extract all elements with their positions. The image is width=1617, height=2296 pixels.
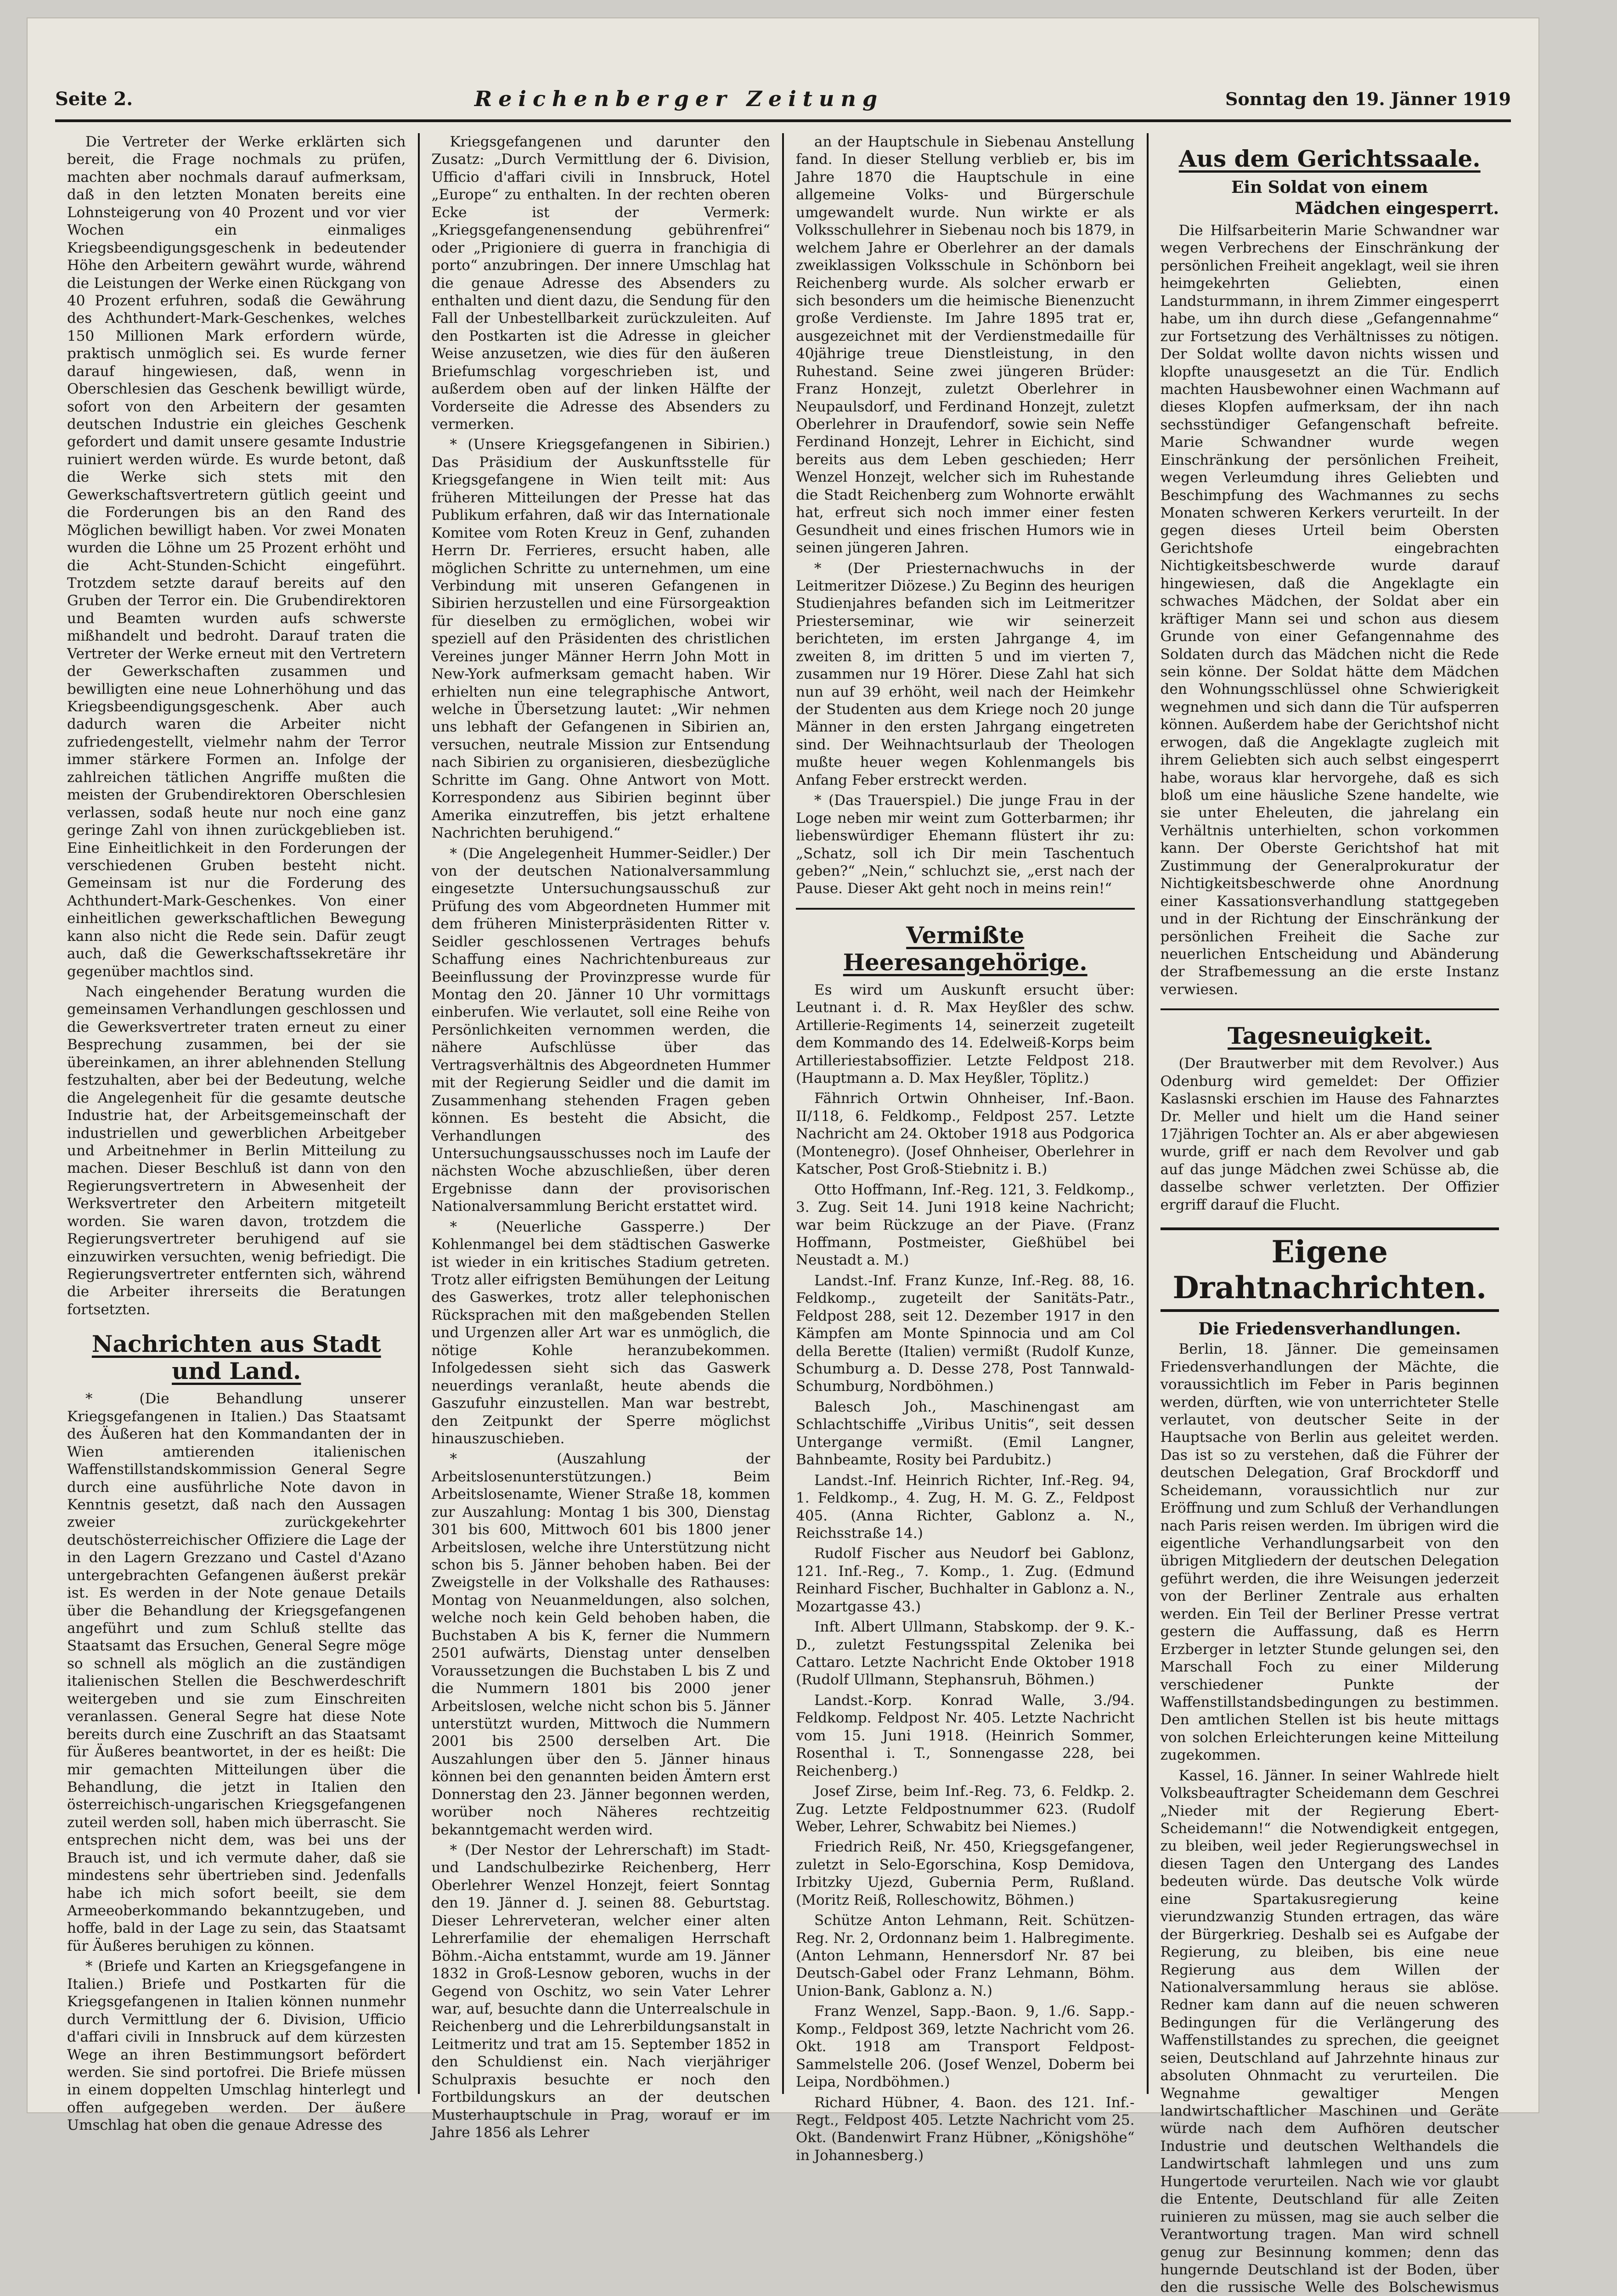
- column-4: [1149, 133, 1511, 2296]
- article-subheading: Ein Soldat von einem: [1231, 178, 1428, 197]
- article-paragraph: Nach eingehender Beratung wurden die gemeinsamen Verhandlungen geschlossen und die Gewerksvertreter traten erneut zu einer Besprechung zusammen, bei der sie übereinkamen, an ihrer ablehnenden Stellung festzuhalten, aber bei der Bedeutung, welche die Angelegenheit für die gesamte deutsche Industrie hat, der Arbeitsgemeinschaft der industriellen und gewerblichen Arbeitgeber und Arbeitnehmer in Berlin Mitteilung zu machen. Dieser Beschluß ist dann von den Regierungsvertretern in Abwesenheit der Werksvertreter den Arbeitern mitgeteilt worden. Sie waren davon, trotzdem die Regierungsvertreter beruhigend auf sie einzuwirken versuchten, wenig befriedigt. Die Regierungsvertreter entfernten sich, während die Arbeiter ihrerseits die Beratungen fortsetzten.: [67, 984, 406, 1318]
- article-paragraph: * (Die Angelegenheit Hummer-Seidler.) Der von der deutschen Nationalversammlung eingesetzte Untersuchungsausschuß zur Prüfung des vom Abgeordneten Hummer mit dem früheren Ministerpräsidenten Ritter v. Seidler geschlossenen Vertrages behufs Schaffung eines Nachrichtenbureaus zur Beeinflussung der Provinzpresse wurde für Montag den 20. Jänner 10 Uhr vormittags einberufen. Wie verlautet, soll eine Reihe von Persönlichkeiten vernommen werden, die nähere Aufschlüsse über das Vertragsverhältnis des Abgeordneten Hummer mit der Regierung Seidler und die damit im Zusammenhang stehenden Fragen geben können. Es besteht die Absicht, die Verhandlungen des Untersuchungsausschusses noch im Laufe der nächsten Woche abzuschließen, über deren Ergebnisse dann der provisorischen Nationalversammlung Bericht erstattet wird.: [431, 845, 770, 1215]
- article-paragraph: * (Der Nestor der Lehrerschaft) im Stadt- und Landschulbezirke Reichenberg, Herr Oberlehrer Wenzel Honzejt, feiert Sonntag den 19. Jänner d. J. seinen 88. Geburtstag. Dieser Lehrerveteran, welcher einer alten Lehrerfamilie der ehemaligen Herrschaft Böhm.-Aicha entstammt, wurde am 19. Jänner 1832 in Groß-Lesnow geboren, wuchs in der Gegend von Oschitz, wo sein Vater Lehrer war, auf, besuchte dann die Unterrealschule in Reichenberg und die Lehrerbildungsanstalt in Leitmeritz und trat am 15. September 1852 in den Schuldienst ein. Nach vierjähriger Schulpraxis besuchte er noch den Fortbildungskurs an der deutschen Musterhauptschule in Prag, worauf er im Jahre 1856 als Lehrer: [431, 1842, 770, 2141]
- newspaper-title: Reichenberger Zeitung: [474, 86, 884, 111]
- article-paragraph: Die Hilfsarbeiterin Marie Schwandner war wegen Verbrechens der Einschränkung der persönlichen Freiheit angeklagt, weil sie ihren heimgekehrten Geliebten, einen Landsturmmann, in ihrem Zimmer eingesperrt habe, um ihn durch diese „Gefangennahme“ zur Fortsetzung des Verhältnisses zu nötigen. Der Soldat wollte davon nichts wissen und klopfte unausgesetzt an die Tür. Endlich machten Hausbewohner einen Wachmann auf dieses Klopfen aufmerksam, der ihn nach sechsstündiger Gefangenschaft befreite. Marie Schwandner wurde wegen Einschränkung der persönlichen Freiheit, wegen Verleumdung ihres Geliebten und Beschimpfung des Wachmannes zu sechs Monaten schweren Kerkers verurteilt. In der gegen dieses Urteil beim Obersten Gerichtshofe eingebrachten Nichtigkeitsbeschwerde wurde darauf hingewiesen, daß die Angeklagte ein schwaches Mädchen, der Soldat aber ein kräftiger Mann sei und schon aus diesem Grunde von einer Gefangennahme des Soldaten durch das Mädchen nicht die Rede sein könne. Der Soldat hätte dem Mädchen den Wohnungsschlüssel ohne Schwierigkeit wegnehmen und sich dann die Tür aufsperren können. Außerdem habe der Gerichtshof nicht erwogen, daß die Angeklagte zugleich mit ihrem Geliebten sich auch selbst eingesperrt habe, woraus klar hervorgehe, daß es sich bloß um eine häusliche Szene handelte, wie sie unter Eheleuten, die jahrelang ein Verhältnis unterhielten, schon vorkommen kann. Der Oberste Gerichtshof hat mit Zustimmung der Generalprokuratur der Nichtigkeitsbeschwerde ohne Anordnung einer Kassationsverhandlung stattgegeben und in der Richtung der Einschränkung der persönlichen Freiheit die Sache zur neuerlichen Entscheidung und Abänderung der Strafbemessung an die erste Instanz verwiesen.: [1160, 222, 1499, 998]
- article-paragraph: * (Unsere Kriegsgefangenen in Sibirien.) Das Präsidium der Auskunftsstelle für Kriegsgefangene in Wien teilt mit: Aus früheren Mitteilungen der Presse hat das Publikum erfahren, daß wir das Internationale Komitee vom Roten Kreuz in Genf, zuhanden Herrn Dr. Ferrieres, ersucht haben, alle möglichen Schritte zu unternehmen, um eine Verbindung mit unseren Gefangenen in Sibirien herzustellen und eine Fürsorgeaktion für dieselben zu ermöglichen, wobei wir speziell auf den Präsidenten des christlichen Vereines junger Männer Herrn John Mott in New-York aufmerksam gemacht haben. Wir erhielten nun eine telegraphische Antwort, welche in Übersetzung lautet: „Wir nehmen uns lebhaft der Gefangenen in Sibirien an, versuchen, neutrale Mission zur Entsendung nach Sibirien zu organisieren, diesbezügliche Schritte im Gang. Ohne Antwort von Mott. Korrespondenz aus Sibirien beginnt über Amerika einzutreffen, bis jetzt erhaltene Nachrichten beruhigend.“: [431, 436, 770, 842]
- column-1: [55, 133, 420, 2134]
- article-paragraph: Die Vertreter der Werke erklärten sich bereit, die Frage nochmals zu prüfen, machten aber nochmals darauf aufmerksam, daß in den letzten Monaten bereits eine Lohnsteigerung von 40 Prozent und vor vier Wochen ein einmaliges Kriegsbeendigungsgeschenk in bedeutender Höhe den Arbeitern gewährt wurde, während die Leistungen der Werke einen Rückgang von 40 Prozent erfuhren, sodaß die Gewährung des Achthundert-Mark-Geschenkes, welches 150 Millionen Mark erfordern würde, praktisch unmöglich sei. Es wurde ferner darauf hingewiesen, daß, wenn in Oberschlesien das Geschenk bewilligt würde, sofort von den Arbeitern der gesamten deutschen Industrie ein gleiches Geschenk gefordert und damit unsere gesamte Industrie ruiniert werden würde. Es wurde betont, daß die Werke sich stets mit den Gewerkschaftsvertretern gütlich geeint und die Forderungen bis an den Rand des Möglichen bewilligt haben. Vor zwei Monaten wurden die Löhne um 25 Prozent erhöht und die Acht-Stunden-Schicht eingeführt. Trotzdem setzte darauf bereits auf den Gruben der Terror ein. Die Grubendirektoren und Beamten wurden aufs schwerste mißhandelt und bedroht. Darauf traten die Vertreter der Werke erneut mit den Vertretern der Gewerkschaften zusammen und bewilligten eine neue Lohnerhöhung und das Kriegsbeendigungsgeschenk. Aber auch dadurch waren die Arbeiter nicht zufriedengestellt, vielmehr nahm der Terror immer stärkere Formen an. Infolge der zahlreichen tätlichen Angriffe mußten die meisten der Grubendirektoren Oberschlesien verlassen, sodaß heute nur noch eine ganz geringe Zahl von ihnen zurückgeblieben ist. Eine Einheitlichkeit in den Forderungen der verschiedenen Gruben besteht nicht. Gemeinsam ist nur die Forderung des Achthundert-Mark-Geschenkes. Von einer einheitlichen gewerkschaftlichen Bewegung kann also nicht die Rede sein. Dafür zeugt auch, daß die Gewerkschaftssekretäre ihr gegenüber machtlos sind.: [67, 134, 406, 980]
- article-paragraph: Berlin, 18. Jänner. Die gemeinsamen Friedensverhandlungen der Mächte, die voraussichtlich im Feber in Paris beginnen werden, dürften, wie von unterrichteter Stelle verlautet, von deutscher Seite in der Hauptsache von Berlin aus geleitet werden. Das ist so zu verstehen, daß die Führer der deutschen Delegation, Graf Brockdorff und Scheidemann, voraussichtlich nur zur Eröffnung und zum Schluß der Verhandlungen nach Paris reisen werden. Im übrigen wird die eigentliche Verhandlungsarbeit von den übrigen Mitgliedern der deutschen Delegation geführt werden, die ihre Weisungen jederzeit von der Berliner Zentrale aus erhalten werden. Ein Teil der Berliner Presse vertrat gestern die Auffassung, daß es Herrn Erzberger in letzter Stunde gelungen sei, den Marschall Foch zu einer Milderung verschiedener Punkte der Waffenstillstandsbedingungen zu bestimmen. Den amtlichen Stellen ist bis heute mittags von solchen Erleichterungen keine Mitteilung zugekommen.: [1160, 1341, 1499, 1764]
- missing-person-entry: Otto Hoffmann, Inf.-Reg. 121, 3. Feldkomp., 3. Zug. Seit 14. Juni 1918 keine Nachricht; war beim Rückzuge an der Piave. (Franz Hoffmann, Postmeister, Gießhübel bei Neustadt a. M.): [796, 1181, 1135, 1269]
- article-paragraph: * (Briefe und Karten an Kriegsgefangene in Italien.) Briefe und Postkarten für die Kriegsgefangenen in Italien können nunmehr durch Vermittlung der 6. Division, Ufficio d'affari civili in Innsbruck auf dem kürzesten Wege an ihren Bestimmungsort befördert werden. Sie sind portofrei. Die Briefe müssen in einem doppelten Umschlag hinterlegt und offen aufgegeben werden. Der äußere Umschlag hat oben die genaue Adresse des: [67, 1958, 406, 2134]
- article-paragraph: * (Die Behandlung unserer Kriegsgefangenen in Italien.) Das Staatsamt des Äußeren hat den Kommandanten der in Wien amtierenden italienischen Waffenstillstandskommission General Segre durch eine ausführliche Note davon in Kenntnis gesetzt, daß nach den Aussagen zweier zurückgekehrter deutschösterreichischer Offiziere die Lage der in den Lagern Grezzano und Castel d'Azano untergebrachten Gefangenen äußerst prekär ist. Es werden in der Note genaue Details über die Behandlung der Kriegsgefangenen angeführt und zum Schluß stellte das Staatsamt das Ersuchen, General Segre möge so schnell als möglich an die zuständigen italienischen Stellen die Beschwerdeschrift weitergeben und sie zum Einschreiten veranlassen. General Segre hat diese Note bereits durch eine Zuschrift an das Staatsamt für Äußeres beantwortet, in der es heißt: Die mir gemachten Mitteilungen über die Behandlung, die jetzt in Italien den österreichisch-ungarischen Kriegsgefangenen zuteil werden soll, haben mich überrascht. Sie entsprechen nicht dem, was bei uns der Brauch ist, und ich vermute daher, daß sie mindestens sehr übertrieben sind. Jedenfalls habe ich mich sofort beeilt, sie dem Armeeoberkommando bekanntzugeben, und hoffe, bald in der Lage zu sein, das Staatsamt für Äußeres beruhigen zu können.: [67, 1390, 406, 1954]
- article-paragraph: * (Der Priesternachwuchs in der Leitmeritzer Diözese.) Zu Beginn des heurigen Studienjahres befanden sich im Leitmeritzer Priesterseminar, wie wir seinerzeit berichteten, im ersten Jahrgange 4, im zweiten 8, im dritten 5 und im vierten 7, zusammen nur 19 Hörer. Diese Zahl hat sich nun auf 39 erhöht, weil nach der Heimkehr der Studenten aus dem Kriege noch 20 junge Männer in den ersten Jahrgang eingetreten sind. Der Weihnachtsurlaub der Theologen mußte heuer wegen Kohlenmangels bis Anfang Feber erstreckt werden.: [796, 560, 1135, 788]
- page-number: Seite 2.: [55, 88, 133, 110]
- section-heading: Vermißte Heeresangehörige.: [843, 921, 1087, 976]
- article-paragraph: Kassel, 16. Jänner. In seiner Wahlrede hielt Volksbeauftragter Scheidemann dem Geschrei „Nieder mit der Regierung Ebert-Scheidemann!“ die Notwendigkeit entgegen, zu bleiben, weil jeder Regierungswechsel in diesen Tagen den Untergang des Landes bedeuten würde. Das deutsche Volk würde eine Spartakusregierung keine vierundzwanzig Stunden ertragen, das wäre der Bürgerkrieg. Deshalb sei es Aufgabe der Regierung, zu bleiben, bis eine neue Regierung aus dem Willen der Nationalversammlung heraus sie ablöse. Redner kam dann auf die neuen schweren Bedingungen für die Verlängerung des Waffenstillstandes zu sprechen, die geeignet seien, Deutschland auf Jahrzehnte hinaus zur absoluten Ohnmacht zu verurteilen. Die Wegnahme gewaltiger Mengen landwirtschaftlicher Maschinen und Geräte würde nach dem Aufhören deutscher Industrie und deutschen Welthandels die Landwirtschaft lahmlegen und uns zum Hungertode verurteilen. Nach wie vor glaubt die Entente, Deutschland für alle Zeiten ruinieren zu müssen, mag sie auch selber die Verantwortung tragen. Man wird schnell genug zur Besinnung kommen; denn das hungernde Deutschland ist der Boden, über den die russische Welle des Bolschewismus: [1160, 1767, 1499, 2296]
- missing-person-entry: Fähnrich Ortwin Ohnheiser, Inf.-Baon. II/118, 6. Feldkomp., Feldpost 257. Letzte Nachricht am 24. Oktober 1918 aus Podgorica (Montenegro). (Josef Ohnheiser, Oberlehrer in Katscher, Post Groß-Stiebnitz i. B.): [796, 1090, 1135, 1178]
- missing-person-entry: Landst.-Inf. Franz Kunze, Inf.-Reg. 88, 16. Feldkomp., zugeteilt der Sanitäts-Patr., Feldpost 288, seit 12. Dezember 1917 in den Kämpfen am Monte Spinnocia und am Col della Berette (Italien) vermißt (Rudolf Kunze, Schumburg a. D. Desse 278, Post Tannwald-Schumburg, Nordböhmen.): [796, 1272, 1135, 1395]
- column-3: [784, 133, 1149, 2164]
- missing-person-entry: Inft. Albert Ullmann, Stabskomp. der 9. K.-D., zuletzt Festungsspital Zelenika bei Cattaro. Letzte Nachricht Ende Oktober 1918 (Rudolf Ullmann, Stephansruh, Böhmen.): [796, 1619, 1135, 1688]
- section-heading: Aus dem Gerichtssaale.: [1178, 145, 1481, 172]
- section-heading: Tagesneuigkeit.: [1228, 1022, 1432, 1050]
- issue-date: Sonntag den 19. Jänner 1919: [1225, 88, 1511, 109]
- section-heading: Nachrichten aus Stadt und Land.: [91, 1330, 381, 1385]
- masthead: [55, 78, 1511, 122]
- column-2: [420, 133, 784, 2141]
- missing-person-entry: Balesch Joh., Maschinengast am Schlachtschiffe „Viribus Unitis“, seit dessen Untergange vermißt. (Emil Langner, Bahnbeamte, Rosity bei Pardubitz.): [796, 1398, 1135, 1469]
- article-paragraph: * (Neuerliche Gassperre.) Der Kohlenmangel bei dem städtischen Gaswerke ist wieder in ein kritisches Stadium getreten. Trotz aller eifrigsten Bemühungen der Leitung des Gaswerkes, trotz aller telephonischen Rücksprachen mit den maßgebenden Stellen und Urgenzen aller Art war es unmöglich, die nötige Kohle heranzubekommen. Infolgedessen sieht sich das Gaswerk neuerdings veranlaßt, heute abends die Gaszufuhr einzustellen. Man war bestrebt, den Zeitpunkt der Sperre möglichst hinauszuschieben.: [431, 1218, 770, 1447]
- missing-person-entry: Franz Wenzel, Sapp.-Baon. 9, 1./6. Sapp.-Komp., Feldpost 369, letzte Nachricht vom 26. Okt. 1918 am Transport Feldpost-Sammelstelle 206. (Josef Wenzel, Doberm bei Leipa, Nordböhmen.): [796, 2003, 1135, 2091]
- article-paragraph: * (Das Trauerspiel.) Die junge Frau in der Loge neben mir weint zum Gotterbarmen; ihr liebenswürdiger Ehemann flüstert ihr zu: „Schatz, soll ich Dir mein Taschentuch geben?“ „Nein,“ schluchzt sie, „erst nach der Pause. Dieser Akt geht noch in meins rein!“: [796, 792, 1135, 897]
- article-subheading: Die Friedensverhandlungen.: [1198, 1319, 1461, 1339]
- article-paragraph: an der Hauptschule in Siebenau Anstellung fand. In dieser Stellung verblieb er, bis im Jahre 1870 die Hauptschule in eine allgemeine Volks- und Bürgerschule umgewandelt wurde. Nun wirkte er als Volksschullehrer in Siebenau noch bis 1879, in welchem Jahre er Oberlehrer an der damals zweiklassigen Volksschule in Schönborn bei Reichenberg wurde. Als solcher erwarb er sich besonders um die heimische Bienenzucht große Verdienste. Im Jahre 1895 trat er, ausgezeichnet mit der Verdienstmedaille für 40jährige treue Dienstleistung, in den Ruhestand. Seine zwei jüngeren Brüder: Franz Honzejt, zuletzt Oberlehrer in Neupaulsdorf, und Ferdinand Honzejt, zuletzt Oberlehrer in Draufendorf, sowie sein Neffe Ferdinand Honzejt, Lehrer in Eichicht, sind bereits aus dem Leben geschieden; Herr Wenzel Honzejt, welcher sich im Ruhestande die Stadt Reichenberg zum Wohnorte erwählt hat, erfreut sich noch immer einer festen Gesundheit und eines frischen Humors wie in seinen jüngeren Jahren.: [796, 134, 1135, 557]
- missing-person-entry: Friedrich Reiß, Nr. 450, Kriegsgefangener, zuletzt in Selo-Egorschina, Kosp Demidova, Irbitzky Ujezd, Gubernia Perm, Rußland. (Moritz Reiß, Rolleschowitz, Böhmen.): [796, 1839, 1135, 1908]
- missing-person-entry: Landst.-Korp. Konrad Walle, 3./94. Feldkomp. Feldpost Nr. 405. Letzte Nachricht vom 15. Juni 1918. (Heinrich Sommer, Rosenthal i. T., Sonnengasse 228, bei Reichenberg.): [796, 1692, 1135, 1779]
- missing-person-entry: Es wird um Auskunft ersucht über: Leutnant i. d. R. Max Heyßler des schw. Artillerie-Regiments 14, seinerzeit zugeteilt dem Kommando des 14. Edelweiß-Korps beim Artilleriestabsoffizier. Letzte Feldpost 218. (Hauptmann a. D. Max Heyßler, Töplitz.): [796, 981, 1135, 1086]
- section-heading: Eigene Drahtnachrichten.: [1161, 1227, 1499, 1312]
- missing-person-entry: Josef Zirse, beim Inf.-Reg. 73, 6. Feldkp. 2. Zug. Letzte Feldpostnummer 623. (Rudolf Weber, Lehrer, Schwabitz bei Niemes.): [796, 1783, 1135, 1835]
- missing-person-entry: Rudolf Fischer aus Neudorf bei Gablonz, 121. Inf.-Reg., 7. Komp., 1. Zug. (Edmund Reinhard Fischer, Buchhalter in Gablonz a. N., Mozartgasse 43.): [796, 1545, 1135, 1615]
- newspaper-page: [28, 18, 1538, 2296]
- missing-person-entry: Richard Hübner, 4. Baon. des 121. Inf.-Regt., Feldpost 405. Letzte Nachricht vom 25. Okt. (Bandenwirt Franz Hübner, „Königshöhe“ in Johannesberg.): [796, 2094, 1135, 2164]
- section-divider: [796, 908, 1135, 910]
- article-paragraph: Kriegsgefangenen und darunter den Zusatz: „Durch Vermittlung der 6. Division, Ufficio d'affari civili in Innsbruck, Hotel „Europe“ zu enthalten. In der rechten oberen Ecke ist der Vermerk: „Kriegsgefangenensendung gebührenfrei“ oder „Prigioniere di guerra in franchigia di porto“ anzubringen. Der innere Umschlag hat die genaue Adresse des Absenders zu enthalten und dient dazu, die Sendung für den Fall der Unbestellbarkeit zurückzuleiten. Auf den Postkarten ist die Adresse in gleicher Weise anzusetzen, wie dies für den äußeren Briefumschlag vorgeschrieben ist, und außerdem oben auf der linken Hälfte der Vorderseite die Adresse des Absenders zu vermerken.: [431, 134, 770, 433]
- missing-person-entry: Landst.-Inf. Heinrich Richter, Inf.-Reg. 94, 1. Feldkomp., 4. Zug, H. M. G. Z., Feldpost 405. (Anna Richter, Gablonz a. N., Reichsstraße 14.): [796, 1472, 1135, 1542]
- article-subheading: Mädchen eingesperrt.: [1295, 199, 1499, 218]
- columns: [55, 133, 1511, 2296]
- missing-person-entry: Schütze Anton Lehmann, Reit. Schützen-Reg. Nr. 2, Ordonnanz beim 1. Halbregimente. (Anton Lehmann, Hennersdorf Nr. 87 bei Deutsch-Gabel oder Franz Lehmann, Böhm. Union-Bank, Gablonz a. N.): [796, 1912, 1135, 1999]
- section-divider: [1161, 1008, 1499, 1010]
- article-paragraph: * (Auszahlung der Arbeitslosenunterstützungen.) Beim Arbeitslosenamte, Wiener Straße 18, kommen zur Auszahlung: Montag 1 bis 300, Dienstag 301 bis 600, Mittwoch 601 bis 1800 jener Arbeitslosen, welche ihre Unterstützung nicht schon bis 5. Jänner behoben haben. Bei der Zweigstelle in der Volkshalle des Rathauses: Montag von Neuanmeldungen, also solchen, welche noch kein Geld behoben haben, die Buchstaben A bis K, ferner die Nummern 2501 aufwärts, Dienstag unter denselben Voraussetzungen die Buchstaben L bis Z und die Nummern 1801 bis 2000 jener Arbeitslosen, welche nicht schon bis 5. Jänner unterstützt wurden, Mittwoch die Nummern 2001 bis 2500 derselben Art. Die Auszahlungen über den 5. Jänner hinaus können bei den genannten beiden Ämtern erst Donnerstag den 23. Jänner begonnen werden, worüber noch Näheres rechtzeitig bekanntgemacht werden wird.: [431, 1451, 770, 1838]
- article-paragraph: (Der Brautwerber mit dem Revolver.) Aus Odenburg wird gemeldet: Der Offizier Kaslasnski erschien im Hause des Fahnarztes Dr. Meller und hielt um die Hand seiner 17jährigen Tochter an. Als er aber abgewiesen wurde, griff er nach dem Revolver und gab auf das junge Mädchen zwei Schüsse ab, die dasselbe schwer verletzten. Der Offizier ergriff darauf die Flucht.: [1160, 1055, 1499, 1213]
